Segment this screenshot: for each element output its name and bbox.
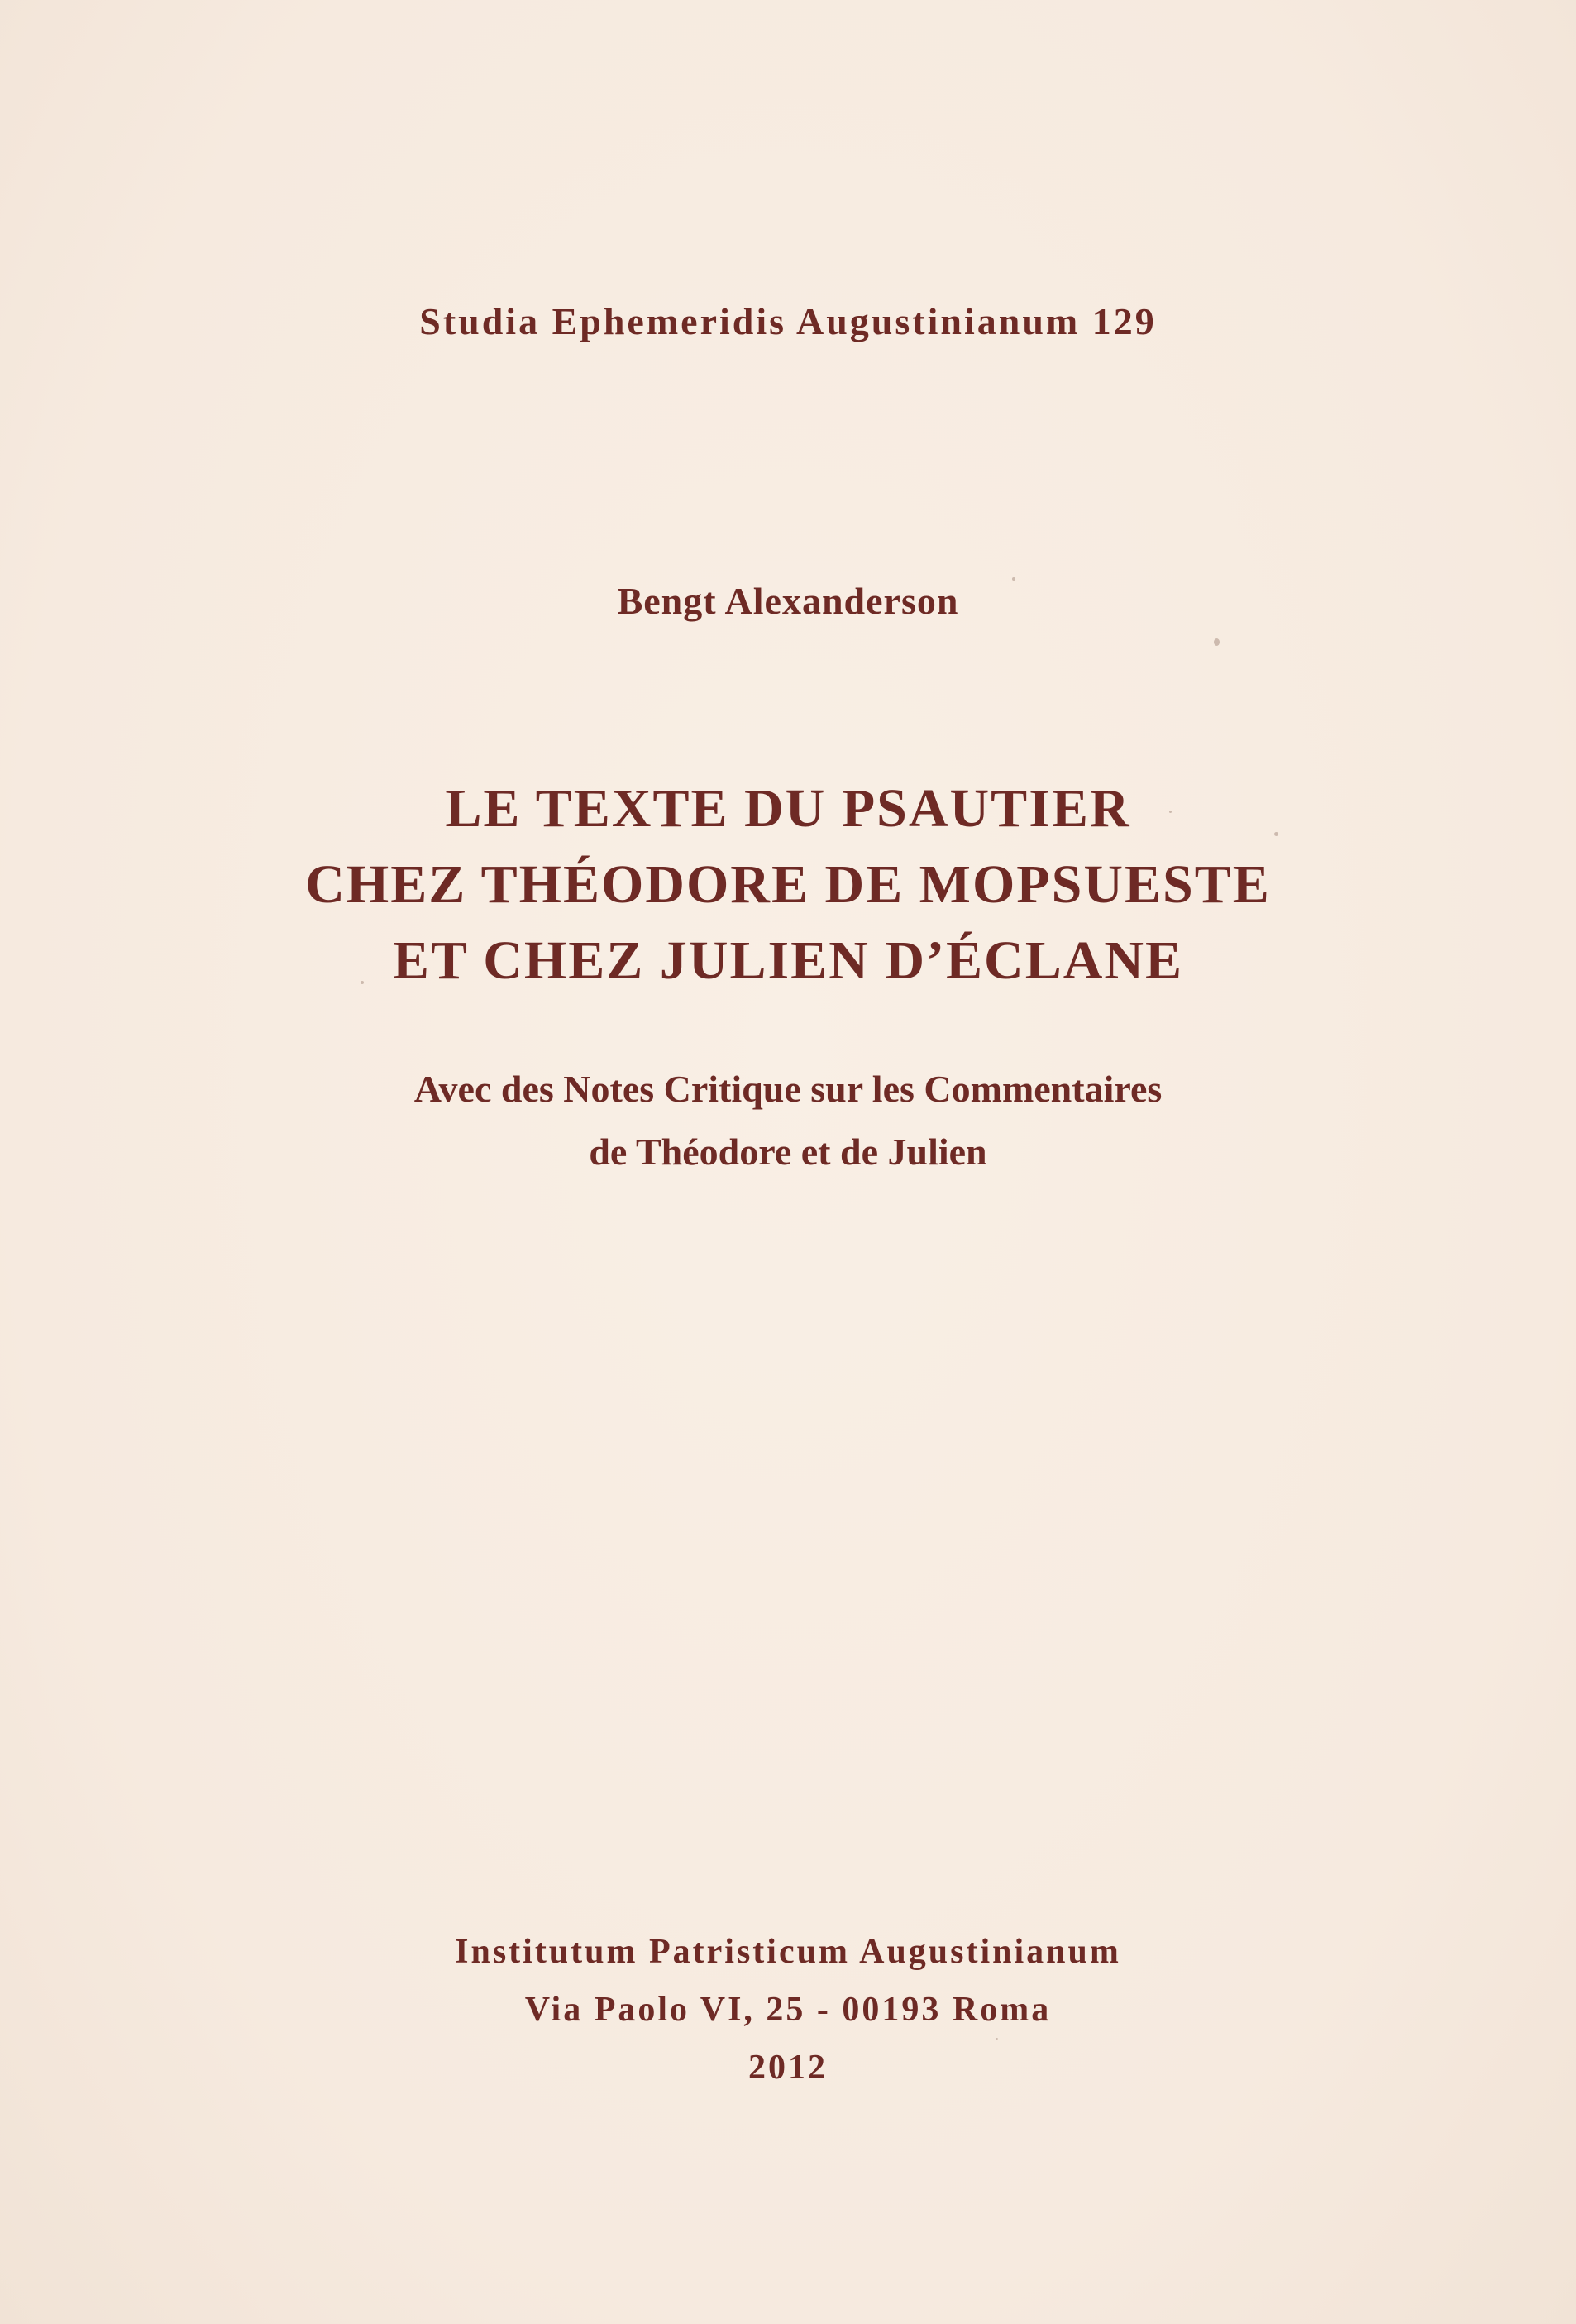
paper-speck (1214, 638, 1220, 646)
book-title-line-1: LE TEXTE DU PSAUTIER (445, 778, 1131, 839)
author-name: Bengt Alexanderson (617, 580, 959, 622)
publisher-name: Institutum Patristicum Augustinianum (455, 1933, 1121, 1971)
book-title-line-3: ET CHEZ JULIEN D’ÉCLANE (392, 930, 1184, 991)
publisher-address: Via Paolo VI, 25 - 00193 Roma (524, 1991, 1052, 2029)
subtitle-line-2: de Théodore et de Julien (589, 1131, 987, 1173)
paper-speck (996, 2038, 998, 2040)
paper-speck (1274, 832, 1278, 836)
series-title: Studia Ephemeridis Augustinianum 129 (419, 300, 1157, 342)
subtitle-line-1: Avec des Notes Critique sur les Commentaires (413, 1068, 1163, 1110)
publication-year: 2012 (748, 2049, 828, 2087)
book-title-line-2: CHEZ THÉODORE DE MOPSUESTE (305, 854, 1271, 915)
paper-speck (1012, 577, 1015, 581)
paper-speck (1169, 811, 1172, 813)
paper-speck (361, 981, 364, 984)
